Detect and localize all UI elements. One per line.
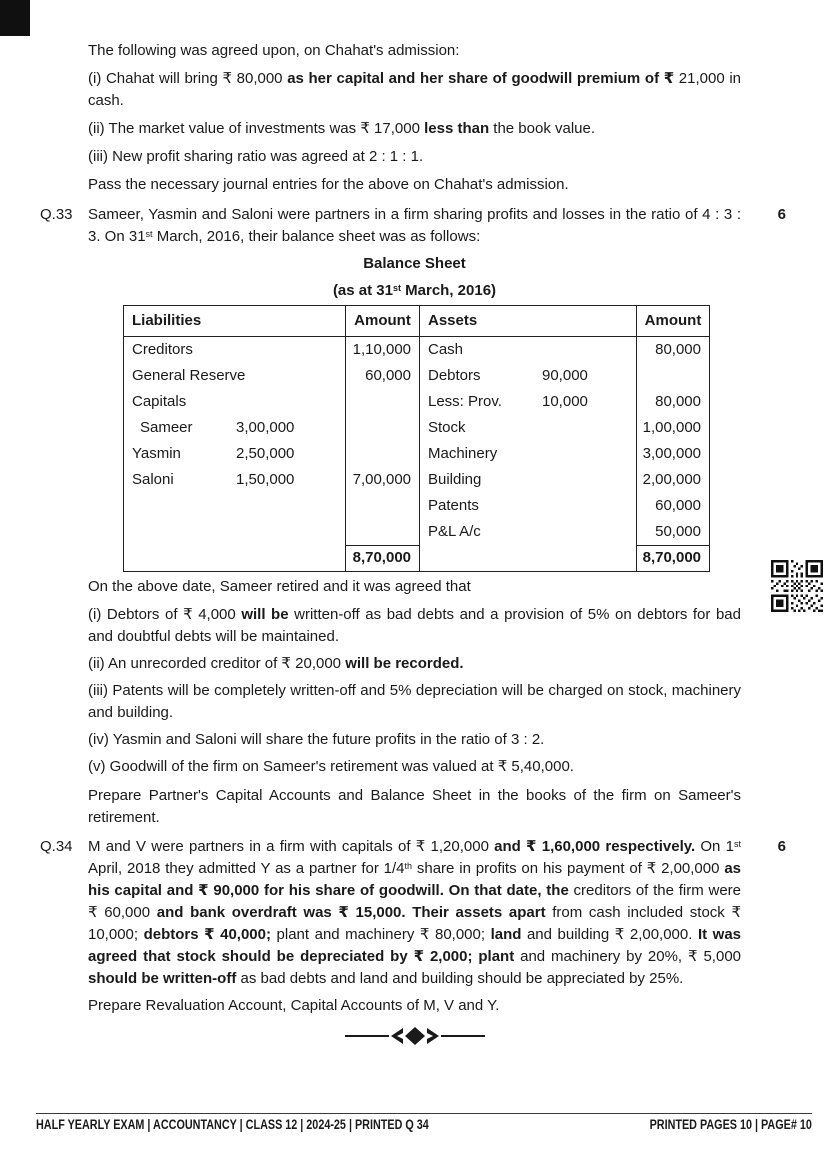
question-33 [40,204,786,248]
retirement-closing: Prepare Partner's Capital Accounts and Balance Sheet in the books of the firm on Sameer's retirement. [88,787,741,826]
table-row: General Reserve [132,367,246,384]
retirement-item-5: (v) Goodwill of the firm on Sameer's retirement was valued at ₹ 5,40,000. [88,758,574,775]
text-segment: and building ₹ 2,00,000. [521,926,698,943]
amount-cell: 7,00,000 [352,471,411,488]
assets-amount-column [636,337,709,545]
table-row: Creditors [132,341,193,358]
table-row: P&L A/c [428,523,481,540]
qr-code [771,557,823,622]
admission-item-1 [40,68,741,112]
retirement-item-1 [40,604,741,648]
total-row-blank [419,545,636,571]
text-segment: M and V were partners in a firm with capitals of ₹ 1,20,000 [88,838,495,855]
total-assets: 8,70,000 [636,545,709,571]
text-segment-bold: debtors ₹ 40,000; [143,926,271,943]
text-segment-bold: and ₹ 1,60,000 respectively. [494,838,696,855]
text-segment: as bad debts and land and building should be appreciated by 25%. [236,970,684,987]
text-segment: (ii) An unrecorded creditor of ₹ 20,000 [88,655,346,672]
text-segment: written-off as bad debts and a provision of 5% on debtors for bad and doubtful debts will be maintained. [88,606,741,645]
question-34-closing: Prepare Revaluation Account, Capital Accounts of M, V and Y. [88,997,500,1014]
footer-left-text: HALF YEARLY EXAM | ACCOUNTANCY | CLASS 12 | 2024-25 | PRINTED Q 34 [36,1117,429,1132]
text-segment-bold: will be [241,606,289,623]
total-row-blank [124,545,345,571]
text-segment-bold: It was agreed that stock should be depreciated by ₹ 2,000; plant [88,926,742,965]
table-row: Debtors 90,000 [428,367,588,384]
superscript-st: st [392,283,401,293]
text-segment-bold: will be recorded. [345,655,464,672]
amount-cell: 1,00,000 [642,419,701,436]
table-row: Cash [428,341,464,358]
amount-cell: 80,000 [655,341,701,358]
amount-cell [346,519,419,545]
text-segment-bold: as her capital and her share of goodwill premium of ₹ [287,70,675,87]
table-row: Machinery [428,445,498,462]
text-segment: (i) Debtors of ₹ 4,000 [88,606,242,623]
text-segment-bold: should be written-off [88,970,237,987]
admission-item-3: (iii) New profit sharing ratio was agreed at 2 : 1 : 1. [88,148,424,165]
table-row: Yasmin 2,50,000 [132,445,295,462]
admission-item-2 [40,118,741,140]
amount-cell: 50,000 [655,523,701,540]
footer-right-text: PRINTED PAGES 10 | PAGE# 10 [649,1117,812,1132]
question-34 [40,836,786,990]
amount-cell: 80,000 [655,393,701,410]
amount-cell: 1,10,000 [352,341,411,358]
column-header-amount-left: Amount [345,306,419,337]
text-segment: creditors of the firm were ₹ 60,000 [88,882,742,921]
text-segment: share in profits on his payment of ₹ 2,00,000 [412,860,725,877]
balance-sheet-table [123,305,710,572]
text-segment: (as at 31 [332,282,393,299]
text-segment: the book value. [489,120,596,137]
text-segment: (i) Chahat will bring ₹ 80,000 [88,70,288,87]
text-segment-bold: as his capital and ₹ 90,000 for his share of goodwill. On that date, the [88,860,741,899]
page-footer [36,1113,812,1133]
text-segment: March, 2016) [401,282,497,299]
text-segment: (ii) The market value of investments was ₹ 17,000 [88,120,425,137]
table-row: Sameer 3,00,000 [140,419,295,436]
text-segment: Sameer, Yasmin and Saloni were partners in a firm sharing profits and losses in the ratio of 4 : 3 : 3. On 31 [88,206,741,245]
amount-cell: 60,000 [655,497,701,514]
table-row: Building [428,471,482,488]
text-segment: March, 2016, their balance sheet was as follows: [152,228,481,245]
liabilities-amount-column [345,337,419,545]
text-segment: from cash included stock ₹ 10,000; [88,904,742,943]
amount-cell [346,415,419,441]
retirement-item-4: (iv) Yasmin and Saloni will share the future profits in the ratio of 3 : 2. [88,731,545,748]
text-segment-bold: land [490,926,522,943]
balance-sheet-subtitle [88,280,741,302]
retirement-intro: On the above date, Sameer retired and it was agreed that [88,578,471,595]
divider-ornament-icon [345,1025,485,1047]
assets-column [419,337,636,545]
retirement-item-3: (iii) Patents will be completely written-off and 5% depreciation will be charged on stock, machinery and building. [88,682,741,721]
question-34-text [88,836,741,990]
table-row: Patents [428,497,479,514]
question-33-number: Q.33 [40,206,73,223]
text-segment: and machinery by 20%, ₹ 5,000 [514,948,741,965]
column-header-liabilities: Liabilities [124,306,345,337]
amount-cell: 60,000 [365,367,411,384]
admission-intro: The following was agreed upon, on Chahat's admission: [88,42,460,59]
question-34-number: Q.34 [40,838,73,855]
text-segment: 21,000 in cash. [88,70,742,109]
column-header-amount-right: Amount [636,306,709,337]
amount-cell [346,441,419,467]
qr-code-icon [771,557,823,615]
superscript-st: st [145,229,153,239]
column-header-assets: Assets [419,306,636,337]
question-33-marks: 6 [777,206,786,223]
table-row: Stock [428,419,466,436]
text-segment-bold: and bank overdraft was ₹ 15,000. Their assets apart [156,904,546,921]
table-row [124,519,345,545]
total-liabilities: 8,70,000 [345,545,419,571]
text-segment: April, 2018 they admitted Y as a partner for 1/4 [88,860,405,877]
question-33-text [88,204,741,248]
superscript-st: st [734,839,742,849]
end-divider [88,1025,741,1054]
text-segment: plant and machinery ₹ 80,000; [271,926,491,943]
amount-cell [637,363,709,389]
superscript-th: th [404,861,413,871]
admission-closing: Pass the necessary journal entries for the above on Chahat's admission. [88,176,569,193]
balance-sheet-title: Balance Sheet [363,255,466,272]
amount-cell [346,389,419,415]
table-row: Saloni 1,50,000 [132,471,295,488]
retirement-item-2 [40,653,741,675]
page-content [40,40,786,1054]
text-segment-bold: less than [424,120,490,137]
table-row: Capitals [132,393,187,410]
table-row: Less: Prov. 10,000 [428,393,588,410]
text-segment: On 1 [695,838,734,855]
scan-corner-mark [0,0,30,36]
liabilities-column [124,337,345,545]
amount-cell: 3,00,000 [642,445,701,462]
amount-cell [346,493,419,519]
question-34-marks: 6 [777,838,786,855]
table-row [124,493,345,519]
amount-cell: 2,00,000 [642,471,701,488]
